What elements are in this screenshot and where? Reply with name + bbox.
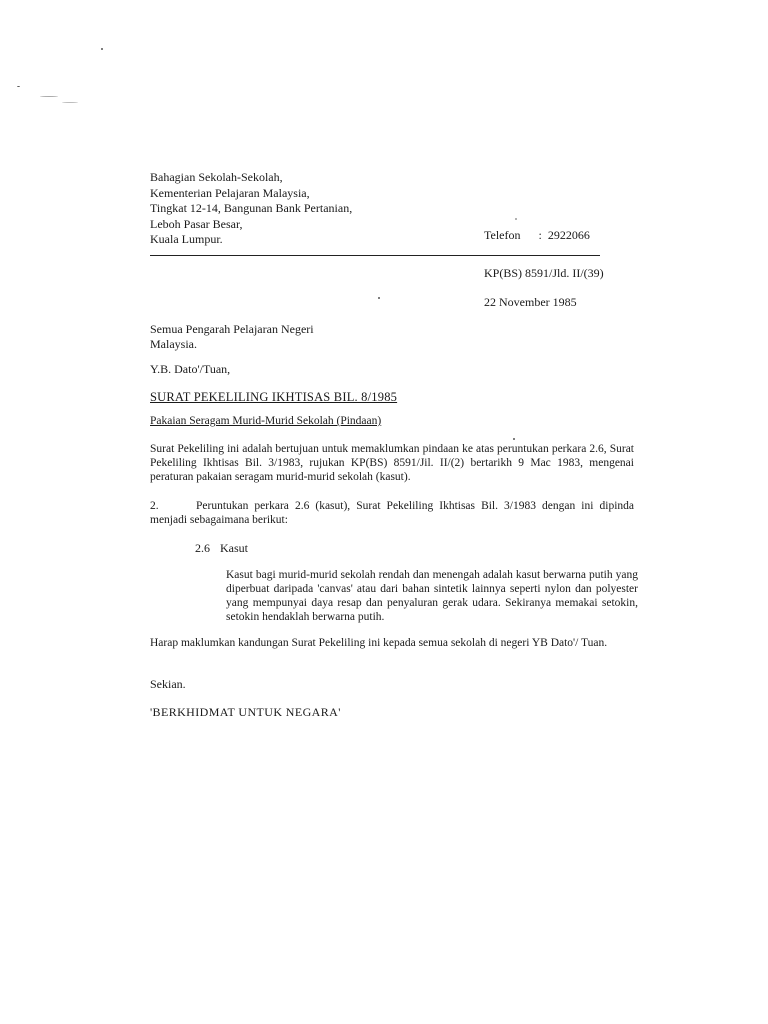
section-title: Kasut [220,541,248,555]
address-line: Bahagian Sekolah-Sekolah, [150,170,283,184]
closing: Sekian. [150,677,186,691]
paragraph-1: Surat Pekeliling ini adalah bertujuan untuk memaklumkan pindaan ke atas peruntukan perkara 2.6, Surat Pekeliling Ikhtisas Bil. 3/1983, rujukan KP(BS) 8591/Jil. II/(2) bertarikh 9 Mac 1983, mengenai peraturan pakaian seragam murid-murid sekolah (kasut). [150,443,634,483]
motto: 'BERKHIDMAT UNTUK NEGARA' [150,705,341,719]
telefon-number: 2922066 [547,228,590,242]
reference-number: KP(BS) 8591/Jld. II/(39) [484,266,604,280]
address-line: Leboh Pasar Besar, [150,216,243,231]
scan-speck [515,218,517,220]
letter-date: 22 November 1985 [484,295,577,309]
scan-speck [62,102,78,103]
section-text: Kasut bagi murid-murid sekolah rendah dan menengah adalah kasut berwarna putih yang diperbuat daripada 'canvas' atau dari bahan sintetik lainnya seperti nylon dan polyester yang mempunyai daya resap dan penyaluran gerak udara. Sekiranya memakai setokin, setokin hendaklah berwarna putih. [226,569,638,623]
paragraph-3: Harap maklumkan kandungan Surat Pekeliling ini kepada semua sekolah di negeri YB Dato'/ Tuan. [150,637,608,649]
section-number: 2.6 [195,541,210,555]
scan-speck [17,86,20,87]
recipient-line: Semua Pengarah Pelajaran Negeri [150,322,314,336]
subject-line: Pakaian Seragam Murid-Murid Sekolah (Pindaan) [150,415,382,427]
paragraph-2 [150,499,634,527]
address-line: Kuala Lumpur. [150,232,223,246]
sender-address [150,170,352,248]
header-divider [150,255,600,256]
address-line: Kementerian Pelajaran Malaysia, [150,185,310,200]
paragraph-number: 2. [150,500,159,512]
recipient-line: Malaysia. [150,337,197,351]
salutation: Y.B. Dato'/Tuan, [150,362,231,376]
section-heading [195,541,248,556]
telefon-separator: : [538,228,542,242]
telephone [484,228,590,243]
address-line: Tingkat 12-14, Bangunan Bank Pertanian, [150,201,353,215]
scan-speck [378,297,380,299]
paragraph-text: Peruntukan perkara 2.6 (kasut), Surat Pekeliling Ikhtisas Bil. 3/1983 dengan ini dipinda menjadi sebagaimana berikut: [150,500,634,526]
scan-speck [513,438,515,440]
telefon-label: Telefon [484,228,521,242]
circular-title: SURAT PEKELILING IKHTISAS BIL. 8/1985 [150,390,398,404]
scan-speck [40,96,58,97]
scan-speck [101,48,103,50]
recipient [150,322,314,352]
